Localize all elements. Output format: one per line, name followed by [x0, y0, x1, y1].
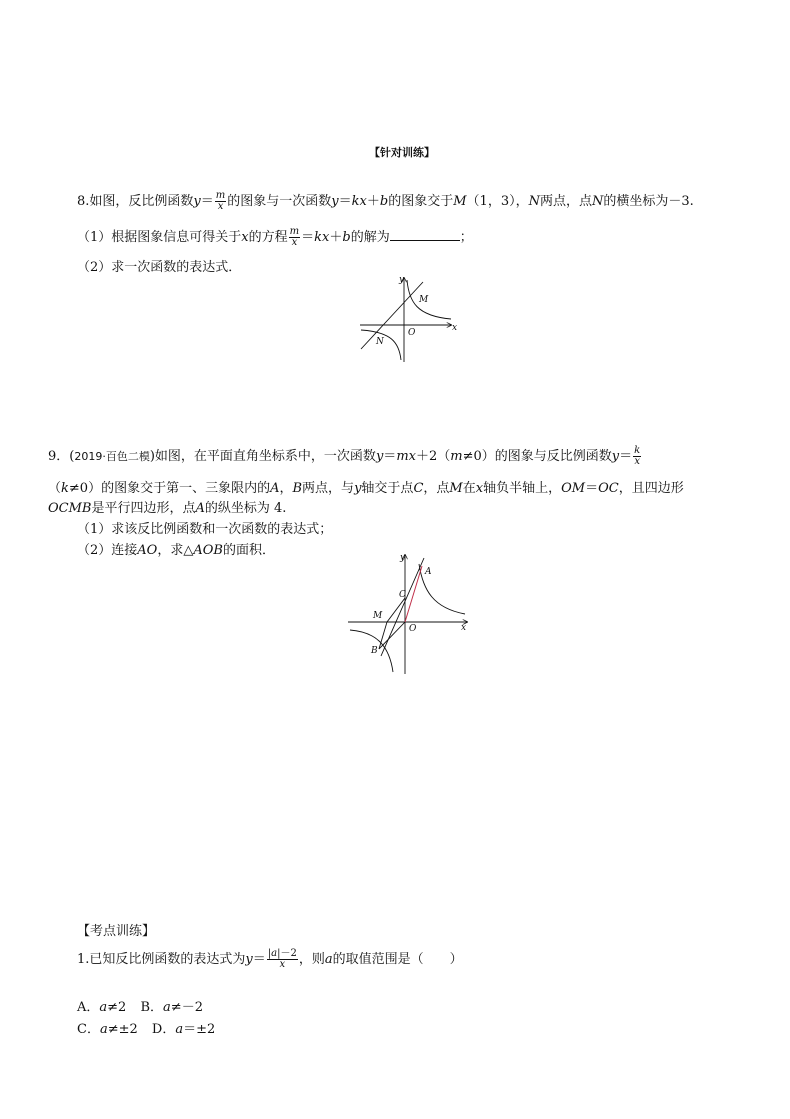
q8-p1-fraction: [289, 227, 300, 248]
q8-coord: （1，3），: [466, 194, 529, 209]
q9-text-a: 如图，在平面直角坐标系中，一次函数: [154, 449, 376, 464]
q1-text-b: ，则: [298, 952, 325, 967]
q8-statement: [77, 190, 694, 212]
q8-text-e: 的横坐标为－3.: [603, 194, 694, 209]
q9-var-y: y: [375, 449, 384, 464]
q9-eq: ＝: [383, 449, 397, 464]
q8-p1-var-kx: kx: [314, 230, 330, 245]
q9-l2-k: k: [61, 481, 69, 496]
q9-fraction: [633, 446, 641, 467]
q9-var-mx: mx: [396, 449, 416, 464]
q9-l3-b: 的纵坐标为 4.: [204, 501, 287, 516]
q9-statement-line2: [48, 477, 684, 496]
q8-plus: ＋: [366, 194, 380, 209]
q9-fig-label-O: O: [409, 624, 417, 634]
section-title-point-training: 【考点训练】: [77, 924, 156, 939]
q9-l2-x: x: [475, 481, 484, 496]
q1-frac-rest: －2: [280, 948, 297, 959]
q1-frac-den: x: [279, 959, 286, 970]
q9-text-c: ≠0）的图象与反比例函数: [462, 449, 612, 464]
q9-p2-c: 的面积．: [222, 543, 275, 558]
q9-l2-OM: OM: [561, 481, 586, 496]
q8-eq: ＝: [200, 194, 214, 209]
q9-fig-label-y: y: [400, 553, 406, 563]
q1-option-b-rest: ≠－2: [170, 1000, 203, 1015]
q9-l2-i: ＝: [585, 481, 599, 496]
q9-segment-MC: [387, 598, 405, 622]
q9-l2-a: （: [48, 481, 62, 496]
q8-part2: （2）求一次函数的表达式．: [77, 260, 242, 275]
q9-fig-label-M: M: [373, 611, 383, 621]
q1-text-a: 1.已知反比例函数的表达式为: [77, 952, 246, 967]
q1-option-c-label: C．: [77, 1022, 100, 1037]
q9-statement-line3: [48, 497, 286, 516]
q8-p1-text-a: （1）根据图象信息可得关于: [77, 230, 242, 245]
q8-var-N2: N: [591, 194, 604, 209]
q8-p1-text-b: 的方程: [248, 230, 288, 245]
q9-close: ): [149, 449, 155, 464]
q9-var-y2: y: [611, 449, 620, 464]
q9-l2-d: 两点，与: [302, 481, 355, 496]
q1-var-y: y: [245, 952, 253, 967]
q8-hyperbola-q1: [407, 280, 451, 319]
q8-p1-eq: ＝: [301, 230, 315, 245]
section-title-targeted-training: 【针对训练】: [369, 146, 435, 159]
q1-option-b-label: B．: [140, 1000, 164, 1015]
q9-l2-h: 轴负半轴上，: [483, 481, 562, 496]
q8-text-c: 的图象交于: [388, 194, 454, 209]
q8-fig-label-M: M: [419, 295, 429, 305]
q8-frac-den: x: [217, 201, 224, 212]
q9-l3-OCMB: OCMB: [48, 501, 92, 516]
q8-text-d: 两点，点: [539, 194, 592, 209]
q9-p2-AO: AO: [137, 543, 158, 558]
q8-fig-label-y: y: [399, 275, 405, 285]
q1-option-a: [77, 1000, 126, 1015]
q8-var-N: N: [528, 194, 540, 209]
q1-option-a-label: A．: [77, 1000, 100, 1015]
q9-l2-f: ，点: [423, 481, 450, 496]
q1-statement: [77, 948, 463, 970]
q1-option-a-rest: ≠2: [107, 1000, 127, 1015]
q9-fig-label-B: B: [371, 646, 378, 656]
q8-p1-frac-den: x: [291, 237, 298, 248]
q9-l2-g: 在: [462, 481, 476, 496]
q8-p1-plus: ＋: [329, 230, 343, 245]
q1-option-a-var: a: [99, 1000, 108, 1015]
q1-options-row1: [77, 996, 203, 1015]
q8-answer-blank: [390, 228, 460, 241]
q8-fraction: [215, 191, 226, 212]
q9-num: 9．(: [48, 449, 75, 464]
q8-p1-end: ；: [459, 230, 473, 245]
q9-p2-b: ，求△: [157, 543, 194, 558]
q9-l2-y: y: [354, 481, 362, 496]
q8-p1-var-x: x: [241, 230, 249, 245]
q8-text-a: 8.如图，反比例函数: [77, 194, 194, 209]
q8-eq2: ＝: [338, 194, 352, 209]
q1-options-row2: [77, 1018, 215, 1037]
q8-var-M: M: [453, 194, 467, 209]
q9-fig-label-x: x: [461, 623, 467, 633]
q9-line-AB: [381, 558, 424, 656]
q8-var-y: y: [193, 194, 201, 209]
q8-fig-label-N: N: [376, 337, 384, 347]
q9-l2-C: C: [413, 481, 424, 496]
q1-option-b-var: a: [163, 1000, 171, 1015]
q9-l2-b: ≠0）的图象交于第一、三象限内的: [68, 481, 271, 496]
q8-var-b: b: [379, 194, 389, 209]
q1-text-c: 的取值范围是（ ）: [332, 952, 463, 967]
q8-var-kx: kx: [351, 194, 367, 209]
q9-part2: [77, 539, 275, 558]
q1-option-d: [152, 1022, 215, 1037]
q8-text-b: 的图象与一次函数: [227, 194, 332, 209]
q9-statement-line1: [48, 445, 642, 467]
q8-p1-text-c: 的解为: [350, 230, 390, 245]
q9-part1: （1）求该反比例函数和一次函数的表达式；: [77, 522, 333, 537]
q8-p1-var-b: b: [342, 230, 351, 245]
q1-option-d-var: a: [175, 1022, 184, 1037]
q9-l3-A: A: [195, 501, 205, 516]
q9-fig-label-A: A: [425, 567, 432, 577]
q9-l2-B: B: [292, 481, 303, 496]
q8-part1: [77, 226, 473, 248]
q9-l2-A: A: [270, 481, 280, 496]
q8-figure: [355, 272, 465, 364]
q8-p1-frac-num: m: [289, 226, 300, 237]
q1-fraction: [267, 949, 298, 970]
q9-fig-label-C: C: [399, 590, 406, 600]
q8-var-y2: y: [331, 194, 339, 209]
q9-p2-AOB: AOB: [193, 543, 223, 558]
q9-source: 2019·百色二模: [74, 450, 150, 463]
q8-fig-label-x: x: [452, 323, 458, 333]
q9-text-b: ＋2（: [415, 449, 451, 464]
q1-option-d-rest: ＝±2: [183, 1022, 216, 1037]
q1-var-a: a: [324, 952, 333, 967]
q9-frac-den: x: [634, 456, 640, 467]
q9-frac-num: k: [634, 445, 641, 456]
q9-l2-e: 轴交于点: [361, 481, 414, 496]
q1-option-d-label: D．: [151, 1022, 176, 1037]
q8-frac-num: m: [215, 190, 226, 201]
q9-eq2: ＝: [619, 449, 633, 464]
q9-l2-M: M: [449, 481, 463, 496]
q9-var-m: m: [450, 449, 463, 464]
q9-l2-j: ，且四边形: [618, 481, 684, 496]
q1-option-c-var: a: [99, 1022, 108, 1037]
q9-p2-a: （2）连接: [77, 543, 138, 558]
q9-segment-AO: [405, 566, 422, 622]
q9-l3-a: 是平行四边形，点: [91, 501, 196, 516]
q9-figure: [343, 550, 473, 676]
q9-l2-OC: OC: [598, 481, 619, 496]
q9-l2-c: ，: [279, 481, 293, 496]
q8-fig-label-O: O: [408, 328, 416, 338]
q1-eq: ＝: [252, 952, 266, 967]
q1-option-c: [77, 1022, 138, 1037]
q1-option-b: [140, 1000, 203, 1015]
q1-option-c-rest: ≠±2: [107, 1022, 138, 1037]
q1-frac-abs: |a|: [267, 948, 281, 959]
